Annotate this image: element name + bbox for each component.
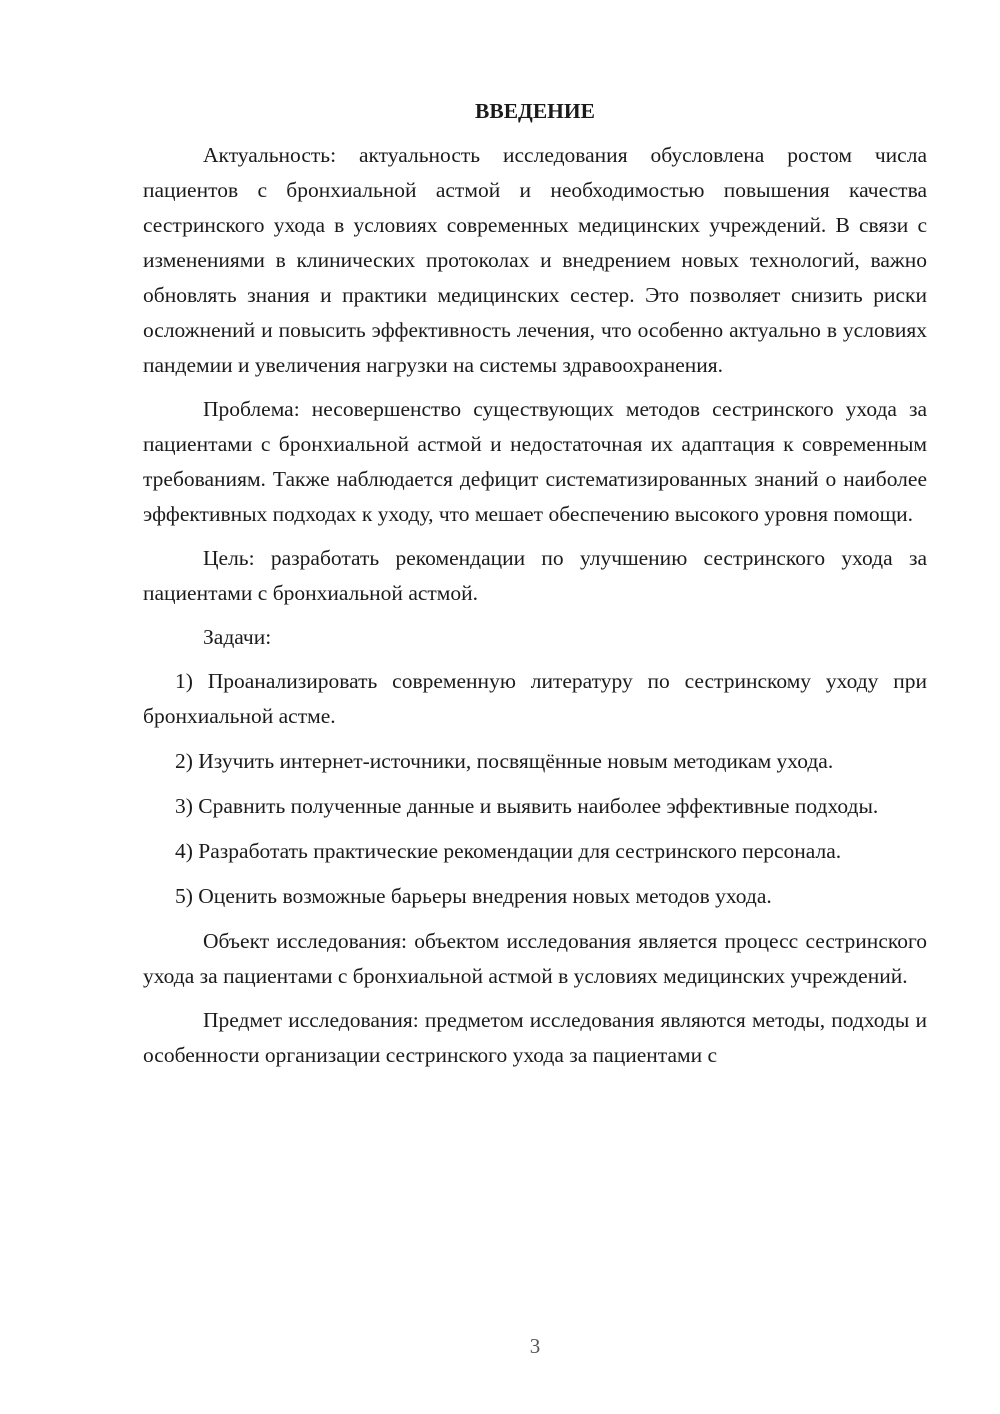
task-item-3: 3) Сравнить полученные данные и выявить наиболее эффективные подходы. [175,794,879,818]
relevance-paragraph: Актуальность: актуальность исследования обусловлена ростом числа пациентов с бронхиальной астмой и необходимостью повышения качества сестринского ухода в условиях современных медицинских учреждений. В связи с изменениями в клинических протоколах и внедрением новых технологий, важно обновлять знания и практики медицинских сестер. Это позволяет снизить риски осложнений и повысить эффективность лечения, что особенно актуально в условиях пандемии и увеличения нагрузки на системы здравоохранения. [143,143,927,377]
object-paragraph: Объект исследования: объектом исследования является процесс сестринского ухода за пациентами с бронхиальной астмой в условиях медицинских учреждений. [143,929,927,988]
page-number: 3 [529,1334,541,1358]
tasks-label: Задачи: [203,625,272,649]
document-body [143,96,927,1082]
task-item-5: 5) Оценить возможные барьеры внедрения новых методов ухода. [175,884,772,908]
task-item-1: 1) Проанализировать современную литературу по сестринскому уходу при бронхиальной астме. [143,669,927,728]
section-heading: ВВЕДЕНИЕ [475,99,595,123]
goal-paragraph: Цель: разработать рекомендации по улучшению сестринского ухода за пациентами с бронхиальной астмой. [143,546,927,605]
task-item-2: 2) Изучить интернет-источники, посвящённые новым методикам ухода. [175,749,834,773]
task-item-4: 4) Разработать практические рекомендации для сестринского персонала. [175,839,842,863]
problem-paragraph: Проблема: несовершенство существующих методов сестринского ухода за пациентами с бронхиальной астмой и недостаточная их адаптация к современным требованиям. Также наблюдается дефицит систематизированных знаний о наиболее эффективных подходах к уходу, что мешает обеспечению высокого уровня помощи. [143,397,927,526]
subject-paragraph: Предмет исследования: предметом исследования являются методы, подходы и особенности организации сестринского ухода за пациентами с [143,1008,927,1067]
